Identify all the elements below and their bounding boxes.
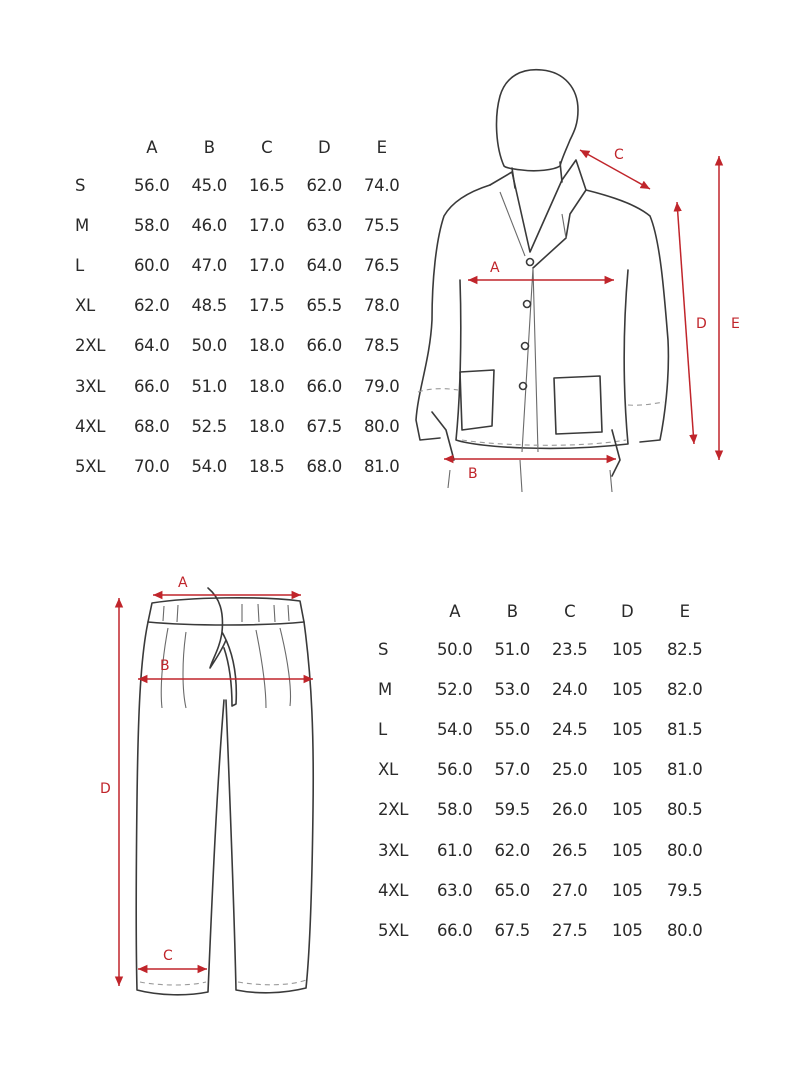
table-cell: 63.0 — [436, 880, 473, 900]
table-cell: 80.0 — [363, 416, 400, 436]
size-label: 4XL — [75, 416, 106, 436]
table-cell: 46.0 — [191, 215, 228, 235]
measure-label: D — [100, 781, 111, 797]
neck-outline — [512, 162, 562, 188]
table-cell: 67.5 — [494, 920, 531, 940]
shirt-button — [522, 343, 529, 350]
table-cell: 47.0 — [191, 255, 228, 275]
table-cell: 75.5 — [363, 215, 400, 235]
size-label: 5XL — [75, 456, 106, 476]
table-cell: 82.5 — [666, 639, 703, 659]
measure-label: D — [696, 316, 707, 332]
measure-label: C — [163, 948, 173, 964]
table-cell: 26.5 — [551, 840, 588, 860]
shirt-measure-e — [719, 156, 740, 460]
table-cell: 18.0 — [248, 336, 285, 356]
size-label: M — [75, 215, 89, 235]
table-cell: 52.0 — [436, 679, 473, 699]
table-cell: 16.5 — [248, 175, 285, 195]
shirt-measure-a — [468, 260, 614, 280]
shirt-col-header: E — [376, 137, 387, 157]
measure-label: B — [160, 658, 170, 674]
table-cell: 66.0 — [306, 376, 343, 396]
table-cell: 80.0 — [666, 840, 703, 860]
table-cell: 27.5 — [551, 920, 588, 940]
pants-hem-stitch — [140, 980, 306, 985]
table-cell: 27.0 — [551, 880, 588, 900]
table-cell: 80.5 — [666, 800, 703, 820]
table-cell: 105 — [611, 880, 643, 900]
table-cell: 66.0 — [436, 920, 473, 940]
table-cell: 52.5 — [191, 416, 228, 436]
table-cell: 105 — [611, 800, 643, 820]
table-cell: 18.0 — [248, 376, 285, 396]
shirt-measure-b — [444, 459, 616, 482]
shirt-measure-d — [677, 202, 707, 444]
table-cell: 65.5 — [306, 296, 343, 316]
table-cell: 78.0 — [363, 296, 400, 316]
table-cell: 65.0 — [494, 880, 531, 900]
table-cell: 67.5 — [306, 416, 343, 436]
table-cell: 62.0 — [494, 840, 531, 860]
table-cell: 51.0 — [191, 376, 228, 396]
size-label: XL — [75, 296, 95, 316]
table-cell: 58.0 — [436, 800, 473, 820]
table-cell: 64.0 — [306, 255, 343, 275]
table-cell: 79.5 — [666, 880, 703, 900]
shirt-figure — [416, 70, 668, 492]
table-cell: 81.0 — [363, 456, 400, 476]
table-cell: 78.5 — [363, 336, 400, 356]
measure-label: B — [468, 466, 478, 482]
size-label: 4XL — [378, 880, 409, 900]
pants-col-header: A — [449, 601, 461, 621]
collar-outline — [490, 160, 586, 268]
shirt-placket — [522, 268, 538, 452]
size-label: 2XL — [75, 336, 106, 356]
right-pocket — [554, 376, 602, 434]
size-label: L — [378, 719, 387, 739]
table-cell: 25.0 — [551, 760, 588, 780]
waistband-outline — [148, 598, 304, 625]
table-cell: 105 — [611, 920, 643, 940]
table-cell: 74.0 — [363, 175, 400, 195]
measure-label: C — [614, 147, 624, 163]
table-cell: 51.0 — [494, 639, 531, 659]
pants-outline — [136, 622, 313, 995]
table-cell: 55.0 — [494, 719, 531, 739]
table-cell: 105 — [611, 679, 643, 699]
table-cell: 82.0 — [666, 679, 703, 699]
table-cell: 18.0 — [248, 416, 285, 436]
left-pocket — [460, 370, 494, 430]
table-cell: 56.0 — [436, 760, 473, 780]
size-label: S — [75, 175, 86, 195]
size-label: 3XL — [75, 376, 106, 396]
size-label: XL — [378, 760, 398, 780]
pants-col-header: C — [564, 601, 576, 621]
size-label: L — [75, 255, 84, 275]
table-cell: 56.0 — [133, 175, 170, 195]
table-cell: 50.0 — [191, 336, 228, 356]
pants-measure-c — [138, 948, 207, 969]
table-cell: 17.0 — [248, 255, 285, 275]
shirt-button — [527, 259, 534, 266]
pants-col-header: B — [506, 601, 518, 621]
table-cell: 76.5 — [363, 255, 400, 275]
table-cell: 26.0 — [551, 800, 588, 820]
shirt-col-header: A — [146, 137, 158, 157]
table-cell: 66.0 — [306, 336, 343, 356]
table-cell: 62.0 — [306, 175, 343, 195]
table-cell: 105 — [611, 760, 643, 780]
measure-label: E — [731, 316, 740, 332]
table-cell: 48.5 — [191, 296, 228, 316]
table-cell: 17.0 — [248, 215, 285, 235]
shirt-button — [524, 301, 531, 308]
table-cell: 58.0 — [133, 215, 170, 235]
pants-measure-d — [100, 598, 119, 986]
drawstring — [208, 588, 236, 706]
table-cell: 81.5 — [666, 719, 703, 739]
table-cell: 24.0 — [551, 679, 588, 699]
table-cell: 80.0 — [666, 920, 703, 940]
measure-label: A — [490, 260, 500, 276]
table-cell: 68.0 — [306, 456, 343, 476]
size-label: M — [378, 679, 392, 699]
table-cell: 60.0 — [133, 255, 170, 275]
pants-col-header: D — [621, 601, 634, 621]
head-outline — [497, 70, 578, 171]
size-label: 3XL — [378, 840, 409, 860]
pants-figure — [136, 588, 313, 995]
table-cell: 79.0 — [363, 376, 400, 396]
table-cell: 63.0 — [306, 215, 343, 235]
table-cell: 23.5 — [551, 639, 588, 659]
pants-col-header: E — [679, 601, 690, 621]
shirt-col-header: B — [203, 137, 215, 157]
table-cell: 57.0 — [494, 760, 531, 780]
measure-label: A — [178, 575, 188, 591]
pants-measure-a — [153, 575, 301, 595]
table-cell: 53.0 — [494, 679, 531, 699]
table-cell: 50.0 — [436, 639, 473, 659]
table-cell: 105 — [611, 639, 643, 659]
table-cell: 24.5 — [551, 719, 588, 739]
shirt-col-header: C — [261, 137, 273, 157]
table-cell: 105 — [611, 719, 643, 739]
size-label: S — [378, 639, 389, 659]
table-cell: 54.0 — [191, 456, 228, 476]
waistband-gathers — [163, 604, 289, 622]
table-cell: 68.0 — [133, 416, 170, 436]
shirt-measure-c — [580, 147, 650, 189]
table-cell: 66.0 — [133, 376, 170, 396]
table-cell: 59.5 — [494, 800, 531, 820]
table-cell: 18.5 — [248, 456, 285, 476]
size-label: 2XL — [378, 800, 409, 820]
table-cell: 70.0 — [133, 456, 170, 476]
table-cell: 61.0 — [436, 840, 473, 860]
table-cell: 81.0 — [666, 760, 703, 780]
table-cell: 105 — [611, 840, 643, 860]
table-cell: 17.5 — [248, 296, 285, 316]
table-cell: 62.0 — [133, 296, 170, 316]
table-cell: 64.0 — [133, 336, 170, 356]
size-label: 5XL — [378, 920, 409, 940]
shirt-col-header: D — [318, 137, 331, 157]
table-cell: 45.0 — [191, 175, 228, 195]
table-cell: 54.0 — [436, 719, 473, 739]
